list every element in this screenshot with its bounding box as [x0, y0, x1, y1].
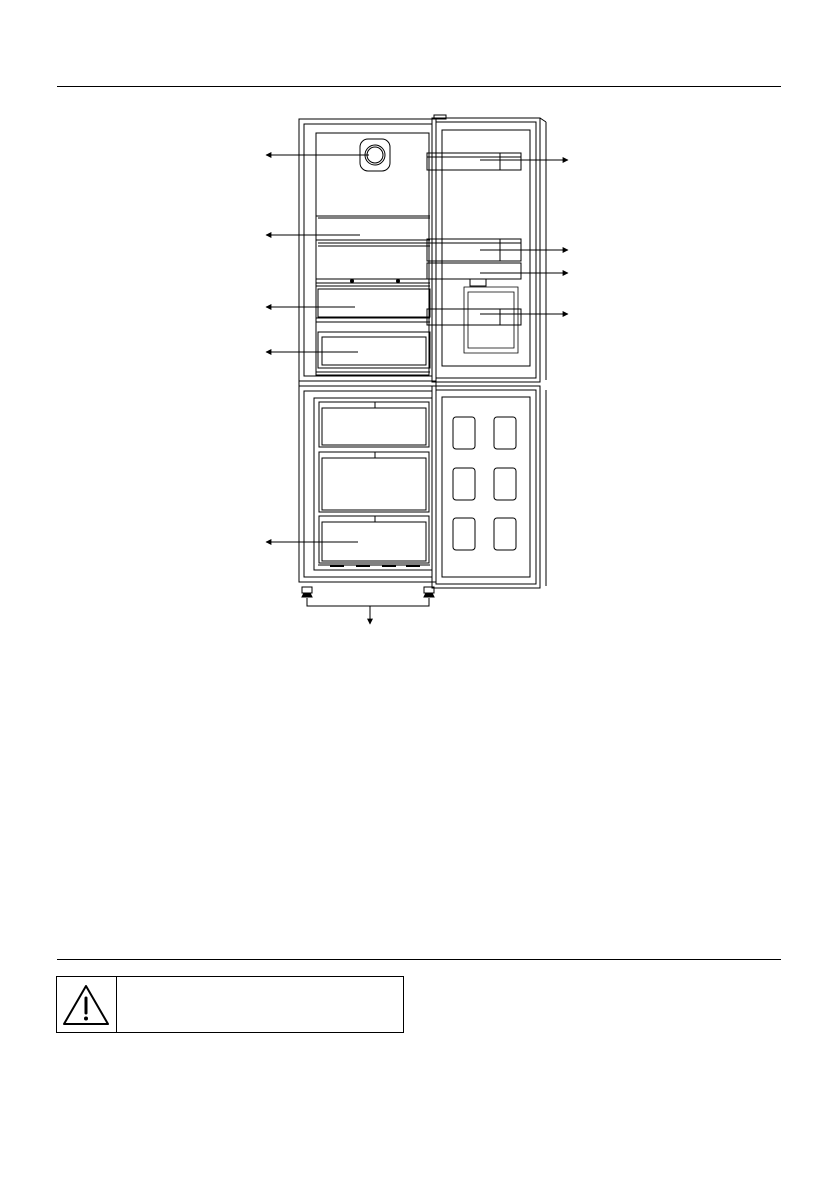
- ice-tray-cells: [453, 417, 516, 550]
- crisper-cover: [316, 289, 430, 322]
- freezer-drawer-bottom: [319, 516, 429, 563]
- warning-box: [56, 976, 404, 1033]
- freezer-drawer-top: [319, 402, 429, 447]
- door-balcony-top: [427, 153, 521, 170]
- callout-feet: [307, 598, 429, 624]
- warning-triangle-icon: [60, 982, 112, 1028]
- glass-shelf-middle: [316, 279, 430, 286]
- glass-shelf-upper: [316, 216, 430, 246]
- egg-tray: [427, 263, 521, 286]
- door-balcony-bottom: [427, 287, 521, 353]
- fridge-compartment: [316, 133, 430, 375]
- warning-box-divider: [116, 977, 117, 1032]
- cabinet-outline: [299, 119, 436, 582]
- freezer-drawer-middle: [319, 452, 429, 512]
- bottom-vent-grille: [318, 565, 430, 566]
- freezer-door: [432, 386, 546, 588]
- appliance-diagram: [0, 100, 840, 640]
- bottom-rule: [57, 959, 781, 960]
- adjustable-feet: [302, 587, 434, 597]
- fridge-door: [427, 115, 546, 382]
- top-rule: [57, 86, 781, 87]
- freezer-compartment: [314, 398, 432, 570]
